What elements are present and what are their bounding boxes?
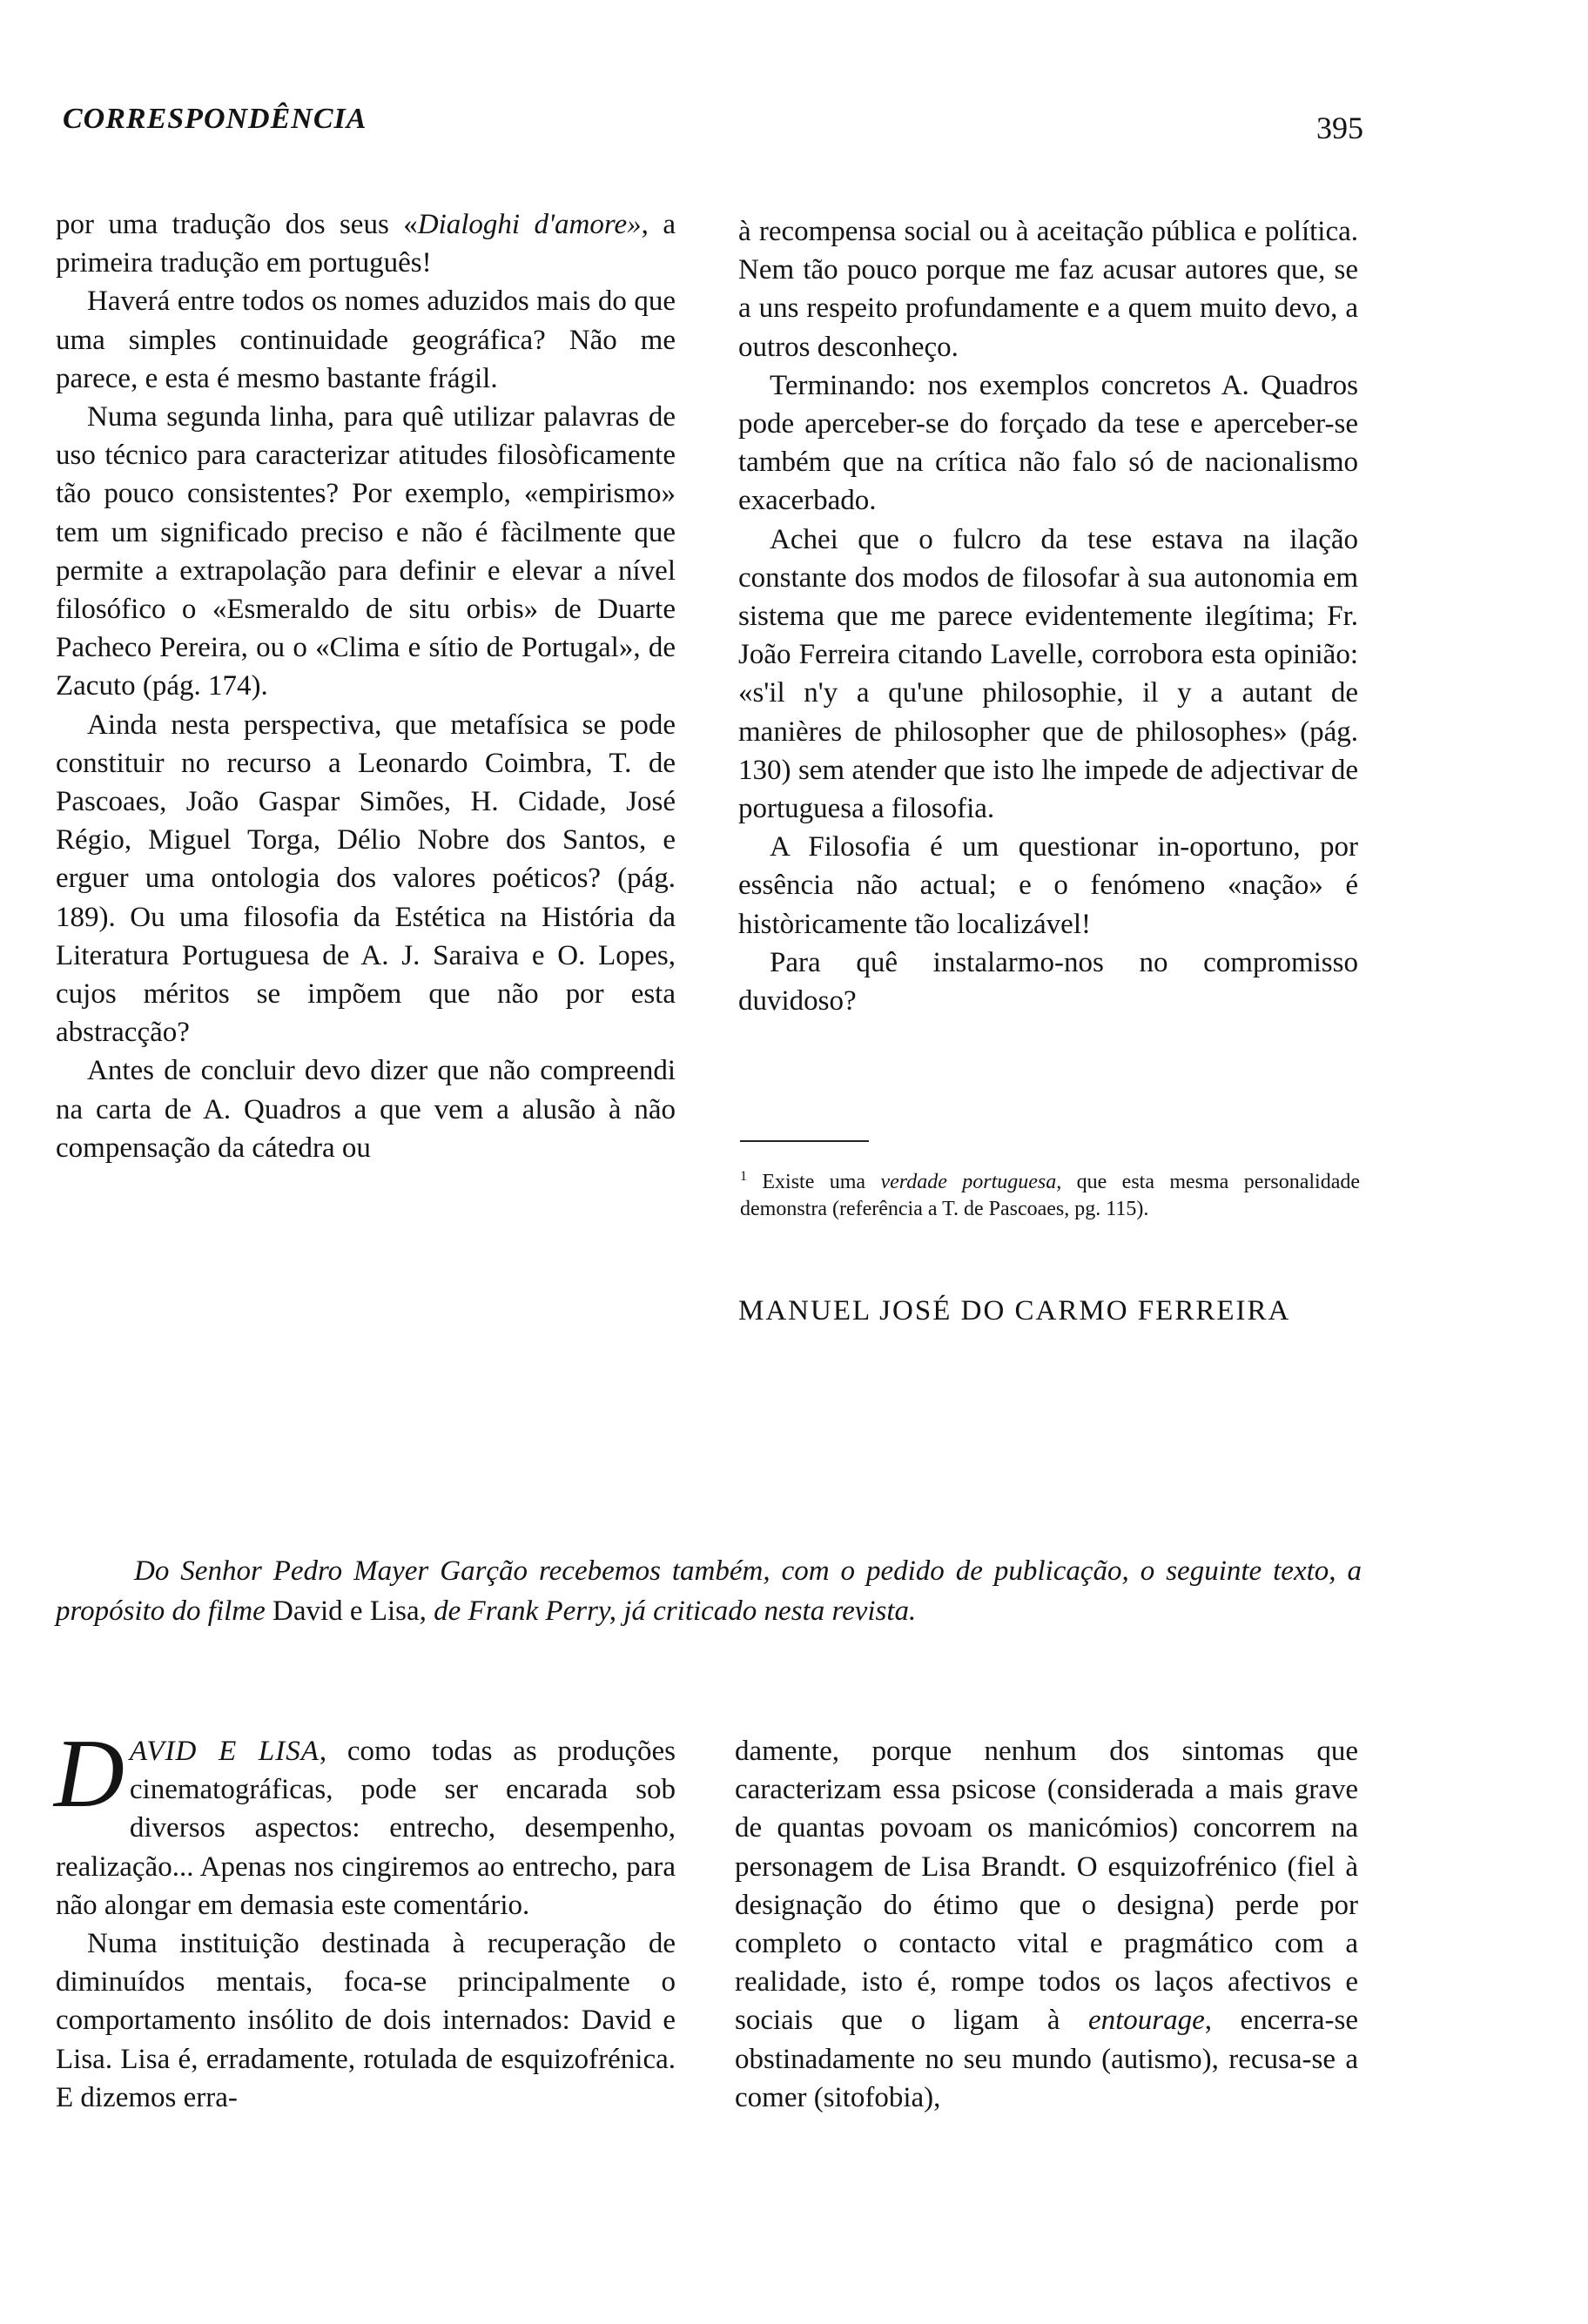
paragraph: Para quê instalarmo-nos no compromisso duvidoso?	[738, 946, 1358, 1018]
paragraph-text: , encerra-se obstinadamente no seu mundo (autismo), recusa-se a comer (sitofobia),	[735, 2005, 1358, 2113]
paragraph: Ainda nesta perspectiva, que metafísica se pode constituir no recurso a Leonardo Coimbra, T. de Pascoaes, João Gaspar Simões, H. Cidade, José Régio, Miguel Torga, Délio Nobre dos Santos, e erguer uma ontologia dos valores poéticos? (pág. 189). Ou uma filosofia da Estética na História da Literatura Portuguesa de A. J. Saraiva e O. Lopes, cujos méritos se impõem que não por esta abstracção?	[56, 709, 676, 1049]
editor-note	[56, 1551, 1362, 1631]
article-title: AVID E LISA	[129, 1736, 320, 1767]
paragraph	[735, 1732, 1358, 2117]
editor-note-text: , de Frank Perry, já criticado nesta revista.	[419, 1595, 917, 1627]
paragraph: à recompensa social ou à aceitação pública e política. Nem tão pouco porque me faz acusar autores que, se a uns respeito profundamente e a quem muito devo, a outros desconheço.	[738, 216, 1358, 363]
footnote-text: que esta mesma personalidade demonstra (referência a T. de Pascoaes, pg. 115).	[740, 1171, 1360, 1220]
running-head: CORRESPONDÊNCIA	[63, 103, 367, 135]
bottom-right-column	[735, 1732, 1358, 2117]
paragraph-text: , a primeira tradução em português!	[56, 209, 676, 279]
paragraph: A Filosofia é um questionar in-oportuno, por essência não actual; e o fenómeno «nação» é històricamente tão localizável!	[738, 831, 1358, 940]
paragraph: Terminando: nos exemplos concretos A. Quadros pode aperceber-se do forçado da tese e aperceber-se também que na crítica não falo só de nacionalismo exacerbado.	[738, 369, 1358, 517]
paragraph-text: damente, porque nenhum dos sintomas que caracterizam essa psicose (considerada a mais grave de quantas povoam os manicómios) concorrem na personagem de Lisa Brandt. O esquizofrénico (fiel à designação do étimo que o designa) perde por completo o contacto vital e pragmático com a realidade, isto é, rompe todos os laços afectivos e sociais que o ligam à	[735, 1736, 1358, 2037]
drop-cap: D	[54, 1720, 124, 1828]
film-title: David e Lisa	[273, 1595, 420, 1627]
paragraph	[54, 1720, 676, 1924]
paragraph-text: , como todas as produções cinematográficas, pode ser encarada sob diversos aspectos: entrecho, desempenho, realização... Apenas nos cingiremos ao entrecho, para não alongar em demasia este comentário.	[56, 1736, 676, 1921]
footnote-italic: verdade portuguesa,	[880, 1171, 1062, 1193]
italic-title: Dialoghi d'amore»	[417, 209, 642, 240]
footnote-divider	[740, 1140, 869, 1142]
paragraph	[56, 205, 676, 282]
footnote	[740, 1163, 1360, 1223]
paragraph: Antes de concluir devo dizer que não compreendi na carta de A. Quadros a que vem a alusão à não compensação da cátedra ou	[56, 1055, 676, 1164]
bottom-left-column	[54, 1720, 676, 2117]
page-number: 395	[1316, 111, 1363, 145]
italic-term: entourage	[1087, 2005, 1205, 2037]
top-left-column	[56, 205, 676, 1167]
footnote-text: Existe uma	[747, 1171, 881, 1193]
paragraph: Numa instituição destinada à recuperação de diminuídos mentais, foca-se principalmente o comportamento insólito de dois internados: David e Lisa. Lisa é, erradamente, rotulada de esquizofrénica. E dizemos erra-	[56, 1928, 676, 2113]
footnote-marker: 1	[740, 1169, 747, 1184]
editor-note-text: Do Senhor Pedro Mayer Garção recebemos também, com o pedido de publicação, o seguinte texto, a propósito do filme	[56, 1555, 1362, 1627]
paragraph: Haverá entre todos os nomes aduzidos mais do que uma simples continuidade geográfica? Não me parece, e esta é mesmo bastante frágil.	[56, 285, 676, 394]
paragraph-text: por uma tradução dos seus «	[56, 209, 418, 240]
paragraph: Achei que o fulcro da tese estava na ilação constante dos modos de filosofar à sua autonomia em sistema que me parece evidentemente ilegítima; Fr. João Ferreira citando Lavelle, corrobora esta opinião: «s'il n'y a qu'une philosophie, il y a autant de manières de philosopher que de philosophes» (pág. 130) sem atender que isto lhe impede de adjectivar de portuguesa a filosofia.	[738, 523, 1358, 825]
author-signature: MANUEL JOSÉ DO CARMO FERREIRA	[738, 1295, 1291, 1327]
paragraph: Numa segunda linha, para quê utilizar palavras de uso técnico para caracterizar atitudes filosòficamente tão pouco consistentes? Por exemplo, «empirismo» tem um significado preciso e não é fàcilmente que permite a extrapolação para definir e elevar a nível filosófico o «Esmeraldo de situ orbis» de Duarte Pacheco Pereira, ou o «Clima e sítio de Portugal», de Zacuto (pág. 174).	[56, 401, 676, 702]
top-right-column	[738, 212, 1358, 1020]
